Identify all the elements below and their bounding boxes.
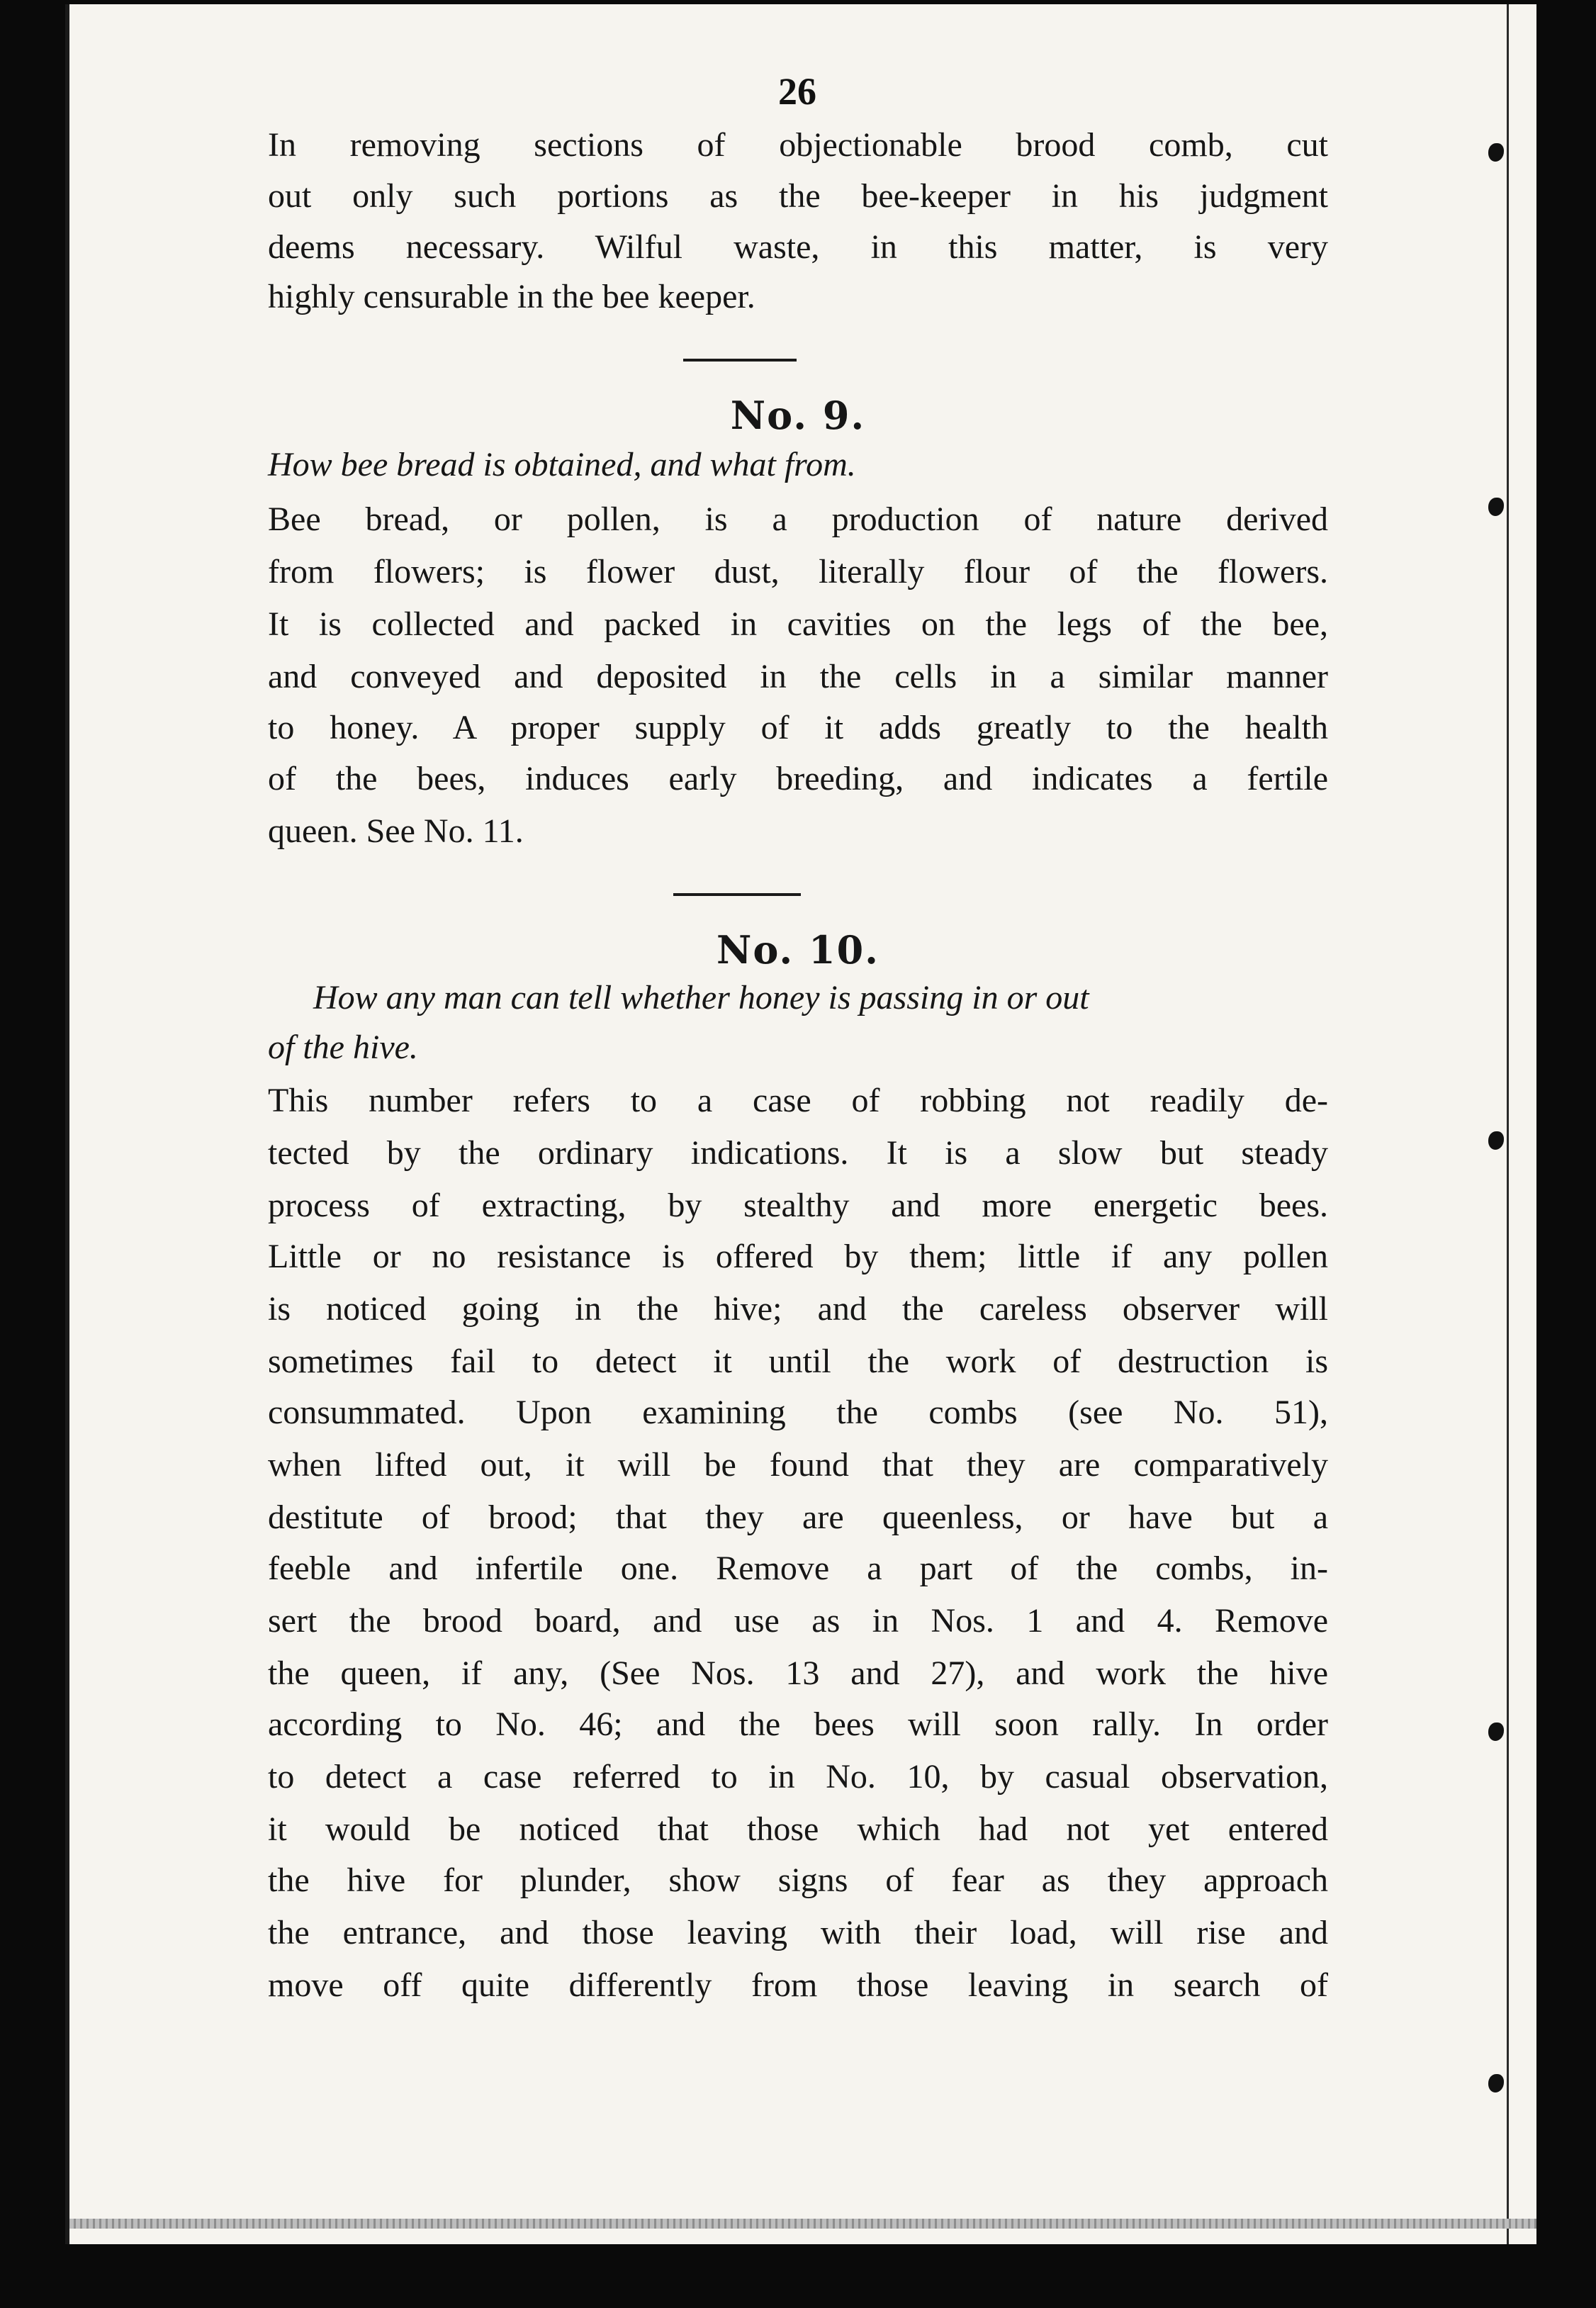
text-line: queen. See No. 11. — [268, 812, 524, 850]
text-line: to honey. A proper supply of it adds greatly to the health — [268, 709, 1328, 746]
text-line: of the bees, induces early breeding, and indicates a fertile — [268, 760, 1328, 797]
text-line: sometimes fail to detect it until the work of destruction is — [268, 1343, 1328, 1380]
text-line: from flowers; is flower dust, literally flour of the flowers. — [268, 553, 1328, 590]
text-line: the queen, if any, (See Nos. 13 and 27), and work the hive — [268, 1654, 1328, 1692]
text-line: sert the brood board, and use as in Nos. 1 and 4. Remove — [268, 1602, 1328, 1640]
text-line: feeble and infertile one. Remove a part of the combs, in- — [268, 1550, 1328, 1587]
text-line: Little or no resistance is offered by them; little if any pollen — [268, 1238, 1328, 1275]
binding-stitch-mark — [1488, 1722, 1504, 1741]
text-line: it would be noticed that those which had not yet entered — [268, 1810, 1328, 1848]
text-line: highly censurable in the bee keeper. — [268, 278, 755, 315]
section-divider — [673, 893, 801, 896]
text-line: is noticed going in the hive; and the careless observer will — [268, 1290, 1328, 1328]
text-line: This number refers to a case of robbing not readily de- — [268, 1082, 1328, 1119]
text-line: to detect a case referred to in No. 10, by casual observation, — [268, 1758, 1328, 1796]
text-line: process of extracting, by stealthy and more energetic bees. — [268, 1187, 1328, 1224]
book-page — [65, 4, 1536, 2244]
text-line: out only such portions as the bee-keeper in his judgment — [268, 177, 1328, 215]
binding-stitch-mark — [1488, 143, 1504, 162]
binding-stitch-mark — [1488, 2074, 1504, 2093]
binding-stitch-mark — [1488, 498, 1504, 516]
text-line: when lifted out, it will be found that they are comparatively — [268, 1446, 1328, 1484]
text-line: It is collected and packed in cavities on the legs of the bee, — [268, 605, 1328, 643]
section-subtitle: How any man can tell whether honey is passing in or out — [313, 979, 1089, 1016]
section-subtitle-continued: of the hive. — [268, 1029, 418, 1066]
page-fold-edge — [1507, 4, 1509, 2244]
text-line: and conveyed and deposited in the cells in a similar manner — [268, 658, 1328, 695]
section-heading: No. 10. — [716, 927, 880, 973]
text-line: according to No. 46; and the bees will soon rally. In order — [268, 1705, 1328, 1743]
text-line: consummated. Upon examining the combs (see No. 51), — [268, 1394, 1328, 1431]
section-divider — [683, 359, 797, 362]
text-line: Bee bread, or pollen, is a production of nature derived — [268, 500, 1328, 538]
text-line: destitute of brood; that they are queenless, or have but a — [268, 1498, 1328, 1536]
section-heading: No. 9. — [730, 393, 866, 438]
text-line: tected by the ordinary indications. It is a slow but steady — [268, 1134, 1328, 1172]
binding-stitch-mark — [1488, 1131, 1504, 1150]
text-line: In removing sections of objectionable brood comb, cut — [268, 126, 1328, 164]
section-subtitle: How bee bread is obtained, and what from. — [268, 446, 856, 483]
text-line: deems necessary. Wilful waste, in this matter, is very — [268, 228, 1328, 266]
text-line: the hive for plunder, show signs of fear as they approach — [268, 1861, 1328, 1899]
page-bottom-edge — [69, 2219, 1536, 2229]
text-line: move off quite differently from those leaving in search of — [268, 1966, 1328, 2004]
page-number: 26 — [778, 70, 816, 113]
text-line: the entrance, and those leaving with their load, will rise and — [268, 1914, 1328, 1951]
